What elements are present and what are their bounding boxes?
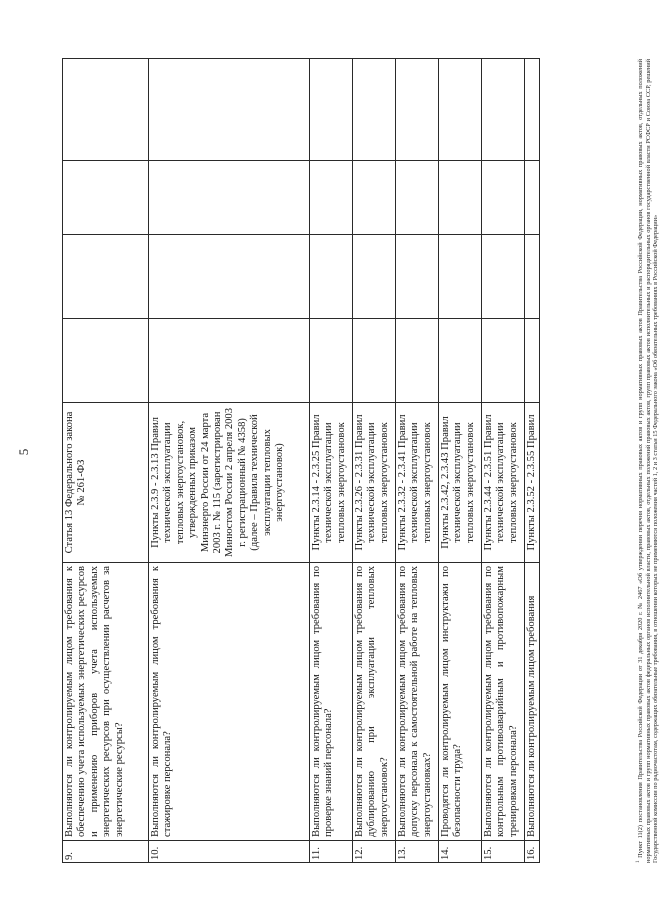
answer-not-applicable-cell [482, 161, 525, 235]
note-cell [353, 59, 396, 161]
row-number: 15. [482, 841, 525, 863]
row-number: 9. [63, 841, 149, 863]
answer-yes-cell [63, 319, 149, 403]
rotated-page-content [62, 59, 659, 863]
note-cell [482, 59, 525, 161]
table-row [310, 59, 353, 863]
footnote-mark: 1 [636, 860, 641, 863]
answer-yes-cell [310, 319, 353, 403]
table-row [63, 59, 149, 863]
answer-no-cell [396, 235, 439, 319]
row-legal-reference: Пункты 2.3.52 - 2.3.55 Правил [525, 403, 540, 563]
answer-yes-cell [353, 319, 396, 403]
note-cell [525, 59, 540, 161]
row-number: 10. [149, 841, 310, 863]
row-question: Выполняются ли контролируемым лицом требования по контрольным противоаварийным и противопожарным тренировкам персонала? [482, 563, 525, 841]
answer-no-cell [482, 235, 525, 319]
row-legal-reference: Пункты 2.3.26 - 2.3.31 Правил технической эксплуатации тепловых энергоустановок [353, 403, 396, 563]
answer-not-applicable-cell [63, 161, 149, 235]
row-number: 16. [525, 841, 540, 863]
answer-yes-cell [439, 319, 482, 403]
row-question: Выполняются ли контролируемым лицом требования к обеспечению учета используемых энергетических ресурсов и применению приборов учета используемых энергетических ресурсов при осуществлении расчетов за энергетические ресурсы? [63, 563, 149, 841]
row-legal-reference: Пункты 2.3.42, 2.3.43 Правил технической эксплуатации тепловых энергоустановок [439, 403, 482, 563]
answer-yes-cell [525, 319, 540, 403]
row-number: 12. [353, 841, 396, 863]
row-question: Выполняются ли контролируемым лицом требования по допуску персонала к самостоятельной работе на тепловых энергоустановках? [396, 563, 439, 841]
note-cell [149, 59, 310, 161]
note-cell [63, 59, 149, 161]
table-row [353, 59, 396, 863]
row-legal-reference: Пункты 2.3.9 - 2.3.13 Правил технической эксплуатации тепловых энергоустановок, утвержденных приказом Минэнерго России от 24 марта 2003 г. № 115 (зарегистрирован Минюстом России 2 апреля 2003 г. регистрационный № 4358) (далее – Правила технической эксплуатации тепловых энергоустановок) [149, 403, 310, 563]
row-legal-reference: Пункты 2.3.44 - 2.3.51 Правил технической эксплуатации тепловых энергоустановок [482, 403, 525, 563]
answer-not-applicable-cell [353, 161, 396, 235]
row-legal-reference: Статья 13 Федерального закона № 261-ФЗ [63, 403, 149, 563]
row-number: 11. [310, 841, 353, 863]
row-question: Выполняются ли контролируемым лицом требования по дублированию при эксплуатации тепловых энергоустановок? [353, 563, 396, 841]
footnote [635, 59, 659, 863]
answer-no-cell [439, 235, 482, 319]
checklist-table [62, 58, 540, 863]
answer-no-cell [525, 235, 540, 319]
row-question: Проводятся ли контролируемым лицом инструктажи по безопасности труда? [439, 563, 482, 841]
row-question: Выполняются ли контролируемым лицом требования к стажировке персонала? [149, 563, 310, 841]
answer-no-cell [353, 235, 396, 319]
table-row [525, 59, 540, 863]
table-row [149, 59, 310, 863]
row-legal-reference: Пункты 2.3.32 - 2.3.41 Правил технической эксплуатации тепловых энергоустановок [396, 403, 439, 563]
note-cell [396, 59, 439, 161]
answer-not-applicable-cell [525, 161, 540, 235]
answer-yes-cell [396, 319, 439, 403]
row-question: Выполняются ли контролируемым лицом требования по проверке знаний персонала? [310, 563, 353, 841]
row-number: 14. [439, 841, 482, 863]
table-row [396, 59, 439, 863]
table-row [482, 59, 525, 863]
note-cell [310, 59, 353, 161]
answer-not-applicable-cell [439, 161, 482, 235]
answer-no-cell [63, 235, 149, 319]
answer-no-cell [149, 235, 310, 319]
page-number: 5 [16, 448, 31, 456]
answer-no-cell [310, 235, 353, 319]
table-row [439, 59, 482, 863]
answer-yes-cell [482, 319, 525, 403]
footnote-text: Пункт 11(2) постановления Правительства Российской Федерации от 31 декабря 2020 г. № 2467 «Об утверждении перечня нормативных правовых актов и групп нормативных правовых актов Правительства Российской Федерации, нормативных правовых актов, отдельных положений нормативных правовых актов и групп нормативных правовых актов федеральных органов исполнительной власти, правовых актов, отдельных положений правовых актов, групп правовых актов исполнительных и распорядительных органов государственной власти РСФСР и Союза ССР, решений Государственной комиссии по радиочастотам, содержащих обязательные требования, в отношении которых не применяются положения частей 1, 2 и 3 статьи 15 Федерального закона «Об обязательных требованиях в Российской Федерации» [637, 59, 659, 863]
answer-not-applicable-cell [310, 161, 353, 235]
row-legal-reference: Пункты 2.3.14 - 2.3.25 Правил технической эксплуатации тепловых энергоустановок [310, 403, 353, 563]
answer-yes-cell [149, 319, 310, 403]
answer-not-applicable-cell [149, 161, 310, 235]
note-cell [439, 59, 482, 161]
row-question: Выполняются ли контролируемым лицом требования [525, 563, 540, 841]
checklist-rows [63, 59, 540, 863]
row-number: 13. [396, 841, 439, 863]
answer-not-applicable-cell [396, 161, 439, 235]
